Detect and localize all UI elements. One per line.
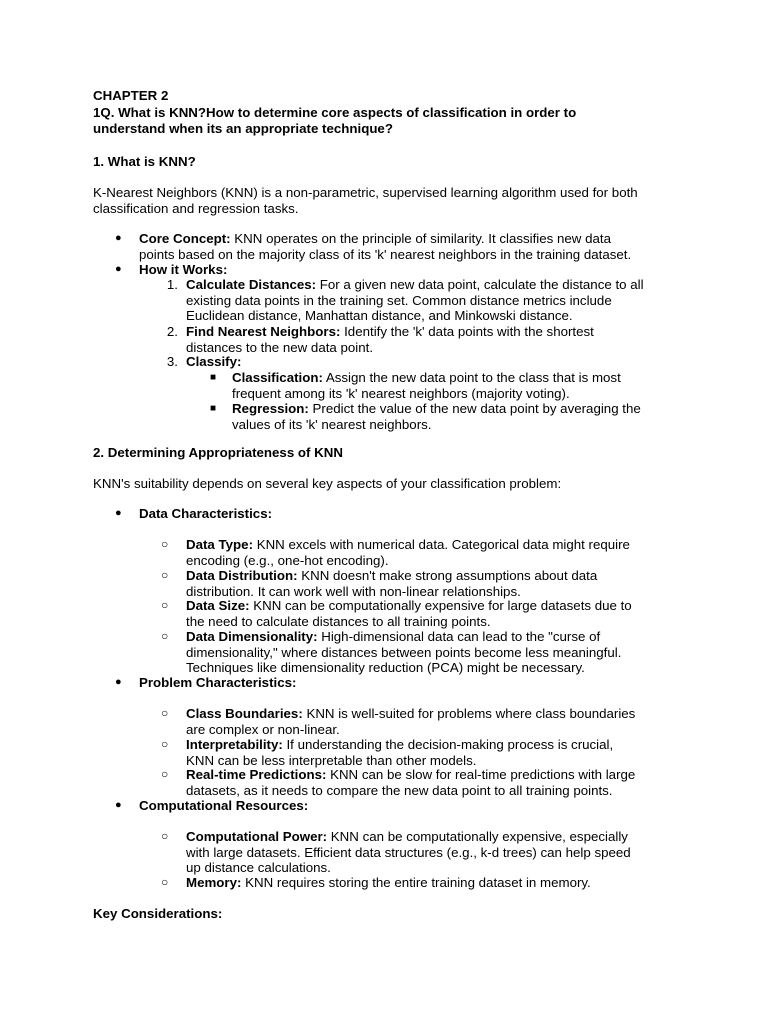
bullet-disc-icon: ●	[115, 507, 122, 519]
paragraph-line: K-Nearest Neighbors (KNN) is a non-parametric, supervised learning algorithm used for both	[93, 185, 638, 200]
item-text: KNN requires storing the entire training dataset in memory.	[241, 875, 591, 890]
term: Computational Power:	[186, 829, 328, 844]
question-line: 1Q. What is KNN?How to determine core aspects of classification in order to	[93, 105, 577, 120]
item-text: values of its 'k' nearest neighbors.	[232, 416, 432, 432]
bullet-square-icon: ■	[210, 372, 217, 383]
sub-bullet-item	[210, 370, 684, 401]
item-text: up distance calculations.	[186, 860, 331, 875]
bullet-circle-icon: ○	[161, 568, 169, 582]
item-number: 2.	[166, 324, 178, 339]
bullet-circle-icon: ○	[161, 875, 169, 889]
bullet-item	[115, 798, 684, 814]
term: Problem Characteristics:	[139, 675, 297, 690]
item-text: Identify the 'k' data points with the shortest	[340, 324, 594, 339]
sub-bullet-item	[161, 767, 684, 798]
term: Regression:	[232, 401, 309, 416]
section-heading: 1. What is KNN?	[93, 154, 196, 169]
chapter-heading: CHAPTER 2	[93, 88, 169, 103]
section-heading: 2. Determining Appropriateness of KNN	[93, 445, 343, 460]
bullet-circle-icon: ○	[161, 706, 169, 720]
item-text: For a given new data point, calculate the distance to all	[316, 277, 644, 292]
question-line: understand when its an appropriate technique?	[93, 120, 393, 136]
item-text: KNN excels with numerical data. Categorical data might require	[253, 537, 630, 552]
item-text: Predict the value of the new data point by averaging the	[308, 401, 641, 416]
paragraph-line: classification and regression tasks.	[93, 200, 299, 216]
numbered-item	[166, 324, 684, 355]
sub-bullet-item	[161, 568, 684, 599]
item-text: Assign the new data point to the class that is most	[322, 370, 621, 385]
item-text: KNN can be slow for real-time predictions with large	[326, 767, 636, 782]
bullet-circle-icon: ○	[161, 829, 169, 843]
sub-bullet-item	[161, 875, 684, 891]
item-text: dimensionality," where distances between points become less meaningful.	[186, 644, 622, 660]
term: Data Type:	[186, 537, 253, 552]
bullet-item	[115, 675, 684, 691]
item-text: the need to calculate distances to all training points.	[186, 613, 491, 629]
bullet-circle-icon: ○	[161, 537, 169, 551]
bullet-circle-icon: ○	[161, 598, 169, 612]
bullet-disc-icon: ●	[115, 263, 122, 275]
term: Real-time Predictions:	[186, 767, 327, 782]
item-text: KNN operates on the principle of similarity. It classifies new data	[230, 231, 611, 246]
paragraph: KNN's suitability depends on several key aspects of your classification problem:	[93, 476, 562, 491]
term: Class Boundaries:	[186, 706, 303, 721]
paragraph	[93, 185, 683, 216]
sub-bullet-item	[161, 737, 684, 768]
item-text: Euclidean distance, Manhattan distance, and Minkowski distance.	[186, 308, 573, 323]
bullet-disc-icon: ●	[115, 676, 122, 688]
item-text: Techniques like dimensionality reduction (PCA) might be necessary.	[186, 660, 585, 675]
item-text: distances to the new data point.	[186, 339, 374, 355]
term: Classification:	[232, 370, 323, 385]
term: Calculate Distances:	[186, 277, 317, 292]
term: Find Nearest Neighbors:	[186, 324, 341, 339]
bullet-circle-icon: ○	[161, 737, 169, 751]
term: Interpretability:	[186, 737, 283, 752]
term: Memory:	[186, 875, 242, 890]
item-text: datasets, as it needs to compare the new data point to all training points.	[186, 782, 613, 798]
item-text: KNN is well-suited for problems where class boundaries	[302, 706, 636, 721]
term: Data Characteristics:	[139, 506, 273, 521]
section-heading: Key Considerations:	[93, 906, 223, 921]
question-heading	[93, 105, 683, 136]
sub-bullet-item	[210, 401, 684, 432]
sub-bullet-item	[161, 629, 684, 676]
term: Computational Resources:	[139, 798, 309, 813]
item-text: If understanding the decision-making process is crucial,	[282, 737, 614, 752]
bullet-item	[115, 506, 684, 522]
item-text: frequent among its 'k' nearest neighbors (majority voting).	[232, 385, 570, 401]
sub-bullet-item	[161, 598, 684, 629]
term: How it Works:	[139, 262, 228, 277]
sub-bullet-item	[161, 829, 684, 876]
term: Core Concept:	[139, 231, 231, 246]
item-text: points based on the majority class of its 'k' nearest neighbors in the training dataset.	[139, 246, 632, 262]
item-number: 1.	[166, 277, 178, 292]
bullet-circle-icon: ○	[161, 629, 169, 643]
bullet-square-icon: ■	[210, 403, 217, 414]
item-text: with large datasets. Efficient data structures (e.g., k-d trees) can help speed	[186, 844, 631, 860]
item-text: encoding (e.g., one-hot encoding).	[186, 552, 389, 568]
sub-bullet-item	[161, 706, 684, 737]
item-text: KNN can be computationally expensive, especially	[327, 829, 628, 844]
item-text: distribution. It can work well with non-linear relationships.	[186, 583, 521, 599]
item-text: KNN can be computationally expensive for large datasets due to	[249, 598, 632, 613]
term: Data Size:	[186, 598, 250, 613]
item-text: High-dimensional data can lead to the "curse of	[317, 629, 601, 644]
item-text: KNN can be less interpretable than other models.	[186, 752, 477, 768]
sub-bullet-item	[161, 537, 684, 568]
item-text: existing data points in the training set. Common distance metrics include	[186, 292, 612, 308]
item-text: are complex or non-linear.	[186, 721, 340, 737]
bullet-item	[115, 231, 684, 262]
bullet-disc-icon: ●	[115, 232, 122, 244]
term: Data Distribution:	[186, 568, 298, 583]
numbered-item	[166, 277, 684, 324]
bullet-item	[115, 262, 684, 278]
item-text: KNN doesn't make strong assumptions about data	[297, 568, 598, 583]
bullet-circle-icon: ○	[161, 767, 169, 781]
bullet-disc-icon: ●	[115, 799, 122, 811]
numbered-item	[166, 354, 684, 370]
item-number: 3.	[166, 354, 178, 369]
term: Classify:	[186, 354, 242, 369]
term: Data Dimensionality:	[186, 629, 318, 644]
